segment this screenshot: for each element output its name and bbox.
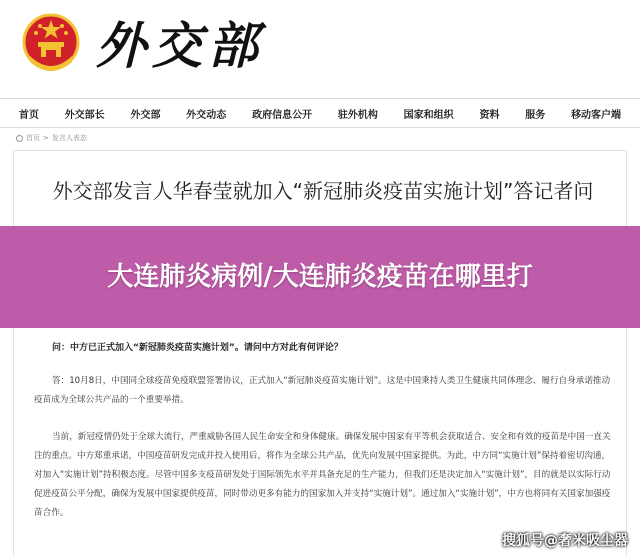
breadcrumb-separator: > [43,134,49,142]
nav-item-ministry[interactable]: 外交部 [130,109,161,121]
title-overlay-banner [0,226,640,328]
national-emblem-icon [22,12,80,78]
article-paragraph: 答：10月8日，中国同全球疫苗免疫联盟签署协议，正式加入“新冠肺炎疫苗实施计划”。这是中国秉持人类卫生健康共同体理念、履行自身承诺推动疫苗成为全球公共产品的一个重要举措。 [34,376,611,405]
nav-item-minister[interactable]: 外交部长 [64,109,105,121]
article-paragraph: 当前，新冠疫情仍处于全球大流行，严重威胁各国人民生命安全和身体健康。确保发展中国家有平等机会获取适合、安全和有效的疫苗是中国一直关注的重点。中方郑重承诺，中国疫苗研发完成并投入使用后，将作为全球公共产品，优先向发展中国家提供。为此，中方同“实施计划”保持着密切沟通，对加入“实施计划”持积极态度。尽管中国多支疫苗研发处于国际领先水平并具备充足的生产能力，但我们还是决定加入“实施计划”，目的就是以实际行动促进疫苗公平分配，确保为发展中国家提供疫苗，同时带动更多有能力的国家加入并支持“实施计划”。通过加入“实施计划”，中方也将同有关国家加强疫苗合作。 [34,432,611,518]
nav-item-home[interactable]: 首页 [18,109,39,121]
breadcrumb [16,133,87,143]
nav-item-news[interactable]: 外交动态 [186,109,227,121]
main-nav [0,98,640,128]
nav-item-resources[interactable]: 资料 [479,109,500,121]
source-watermark: 搜狐号@奢米吸尘器 [502,533,628,549]
breadcrumb-home[interactable]: 首页 [26,134,40,142]
site-header [0,0,640,98]
breadcrumb-current[interactable]: 发言人表态 [51,134,87,142]
nav-item-countries[interactable]: 国家和组织 [403,109,454,121]
article-title: 外交部发言人华春莹就加入“新冠肺炎疫苗实施计划”答记者问 [52,179,594,203]
nav-item-services[interactable]: 服务 [525,109,546,121]
banner-title: 大连肺炎病例/大连肺炎疫苗在哪里打 [107,262,533,292]
nav-item-missions[interactable]: 驻外机构 [337,109,378,121]
site-brand-logo[interactable]: 外交部 [96,16,264,75]
nav-item-info-disclosure[interactable]: 政府信息公开 [252,109,313,121]
nav-item-mobile[interactable]: 移动客户端 [571,109,622,121]
article-question: 问：中方已正式加入“新冠肺炎疫苗实施计划”。请问中方对此有何评论？ [52,343,343,353]
location-icon [16,135,23,142]
